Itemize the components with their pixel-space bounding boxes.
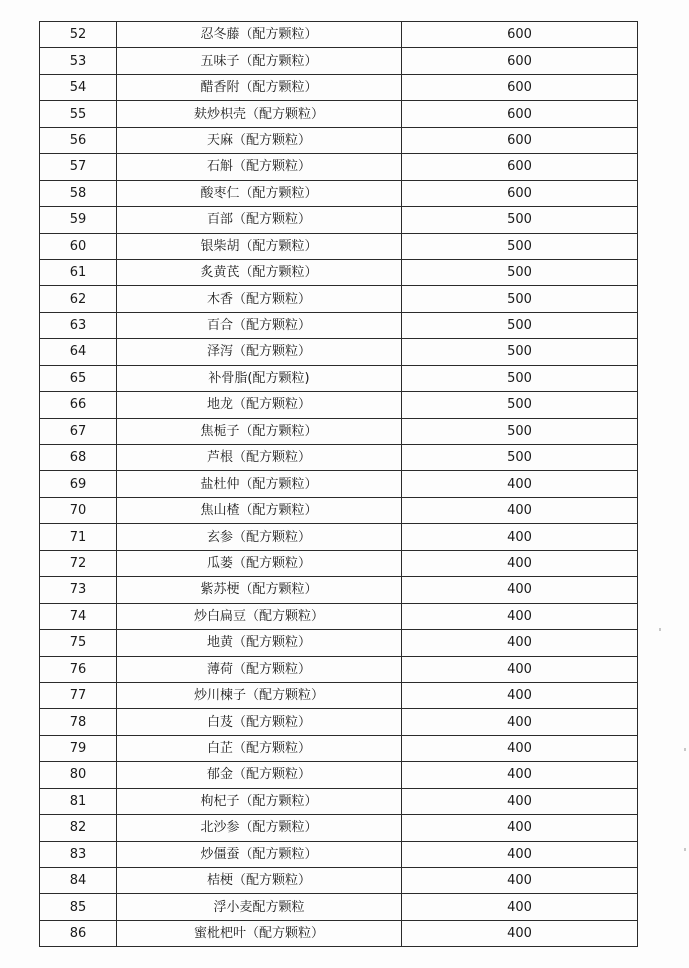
medicine-name-cell: 枸杞子（配方颗粒） [117, 788, 402, 814]
row-number-cell: 57 [40, 154, 117, 180]
quantity-cell: 500 [402, 312, 638, 338]
table-row [40, 180, 638, 206]
row-number-cell: 74 [40, 603, 117, 629]
table-row [40, 630, 638, 656]
medicine-name-cell: 白芷（配方颗粒） [117, 735, 402, 761]
row-number-cell: 71 [40, 524, 117, 550]
quantity-cell: 600 [402, 180, 638, 206]
row-number-cell: 54 [40, 74, 117, 100]
table-row [40, 207, 638, 233]
quantity-cell: 600 [402, 154, 638, 180]
medicine-name-cell: 醋香附（配方颗粒） [117, 74, 402, 100]
medicine-name-cell: 薄荷（配方颗粒） [117, 656, 402, 682]
row-number-cell: 55 [40, 101, 117, 127]
table-row [40, 392, 638, 418]
table-row [40, 445, 638, 471]
quantity-cell: 600 [402, 22, 638, 48]
medicine-name-cell: 忍冬藤（配方颗粒） [117, 22, 402, 48]
table-row [40, 841, 638, 867]
table-row [40, 550, 638, 576]
quantity-cell: 500 [402, 418, 638, 444]
table-row [40, 815, 638, 841]
row-number-cell: 64 [40, 339, 117, 365]
scan-speck [684, 848, 686, 851]
quantity-cell: 400 [402, 603, 638, 629]
row-number-cell: 68 [40, 445, 117, 471]
table-row [40, 868, 638, 894]
quantity-cell: 500 [402, 259, 638, 285]
row-number-cell: 86 [40, 920, 117, 946]
table-row [40, 894, 638, 920]
quantity-cell: 500 [402, 365, 638, 391]
medicine-name-cell: 玄参（配方颗粒） [117, 524, 402, 550]
row-number-cell: 82 [40, 815, 117, 841]
medicine-name-cell: 紫苏梗（配方颗粒） [117, 577, 402, 603]
medicine-name-cell: 蜜枇杷叶（配方颗粒） [117, 920, 402, 946]
table-row [40, 656, 638, 682]
medicine-name-cell: 郁金（配方颗粒） [117, 762, 402, 788]
medicine-name-cell: 白芨（配方颗粒） [117, 709, 402, 735]
table-row [40, 577, 638, 603]
table-row [40, 709, 638, 735]
medicine-name-cell: 北沙参（配方颗粒） [117, 815, 402, 841]
medicine-name-cell: 泽泻（配方颗粒） [117, 339, 402, 365]
table-row [40, 788, 638, 814]
medicine-name-cell: 银柴胡（配方颗粒） [117, 233, 402, 259]
table-row [40, 735, 638, 761]
table-row [40, 682, 638, 708]
medicine-name-cell: 百合（配方颗粒） [117, 312, 402, 338]
quantity-cell: 500 [402, 445, 638, 471]
quantity-cell: 400 [402, 762, 638, 788]
quantity-cell: 400 [402, 630, 638, 656]
table-row [40, 418, 638, 444]
quantity-cell: 400 [402, 894, 638, 920]
table-row [40, 471, 638, 497]
quantity-cell: 400 [402, 735, 638, 761]
table-row [40, 312, 638, 338]
medicine-name-cell: 炒川楝子（配方颗粒） [117, 682, 402, 708]
row-number-cell: 70 [40, 497, 117, 523]
table-row [40, 920, 638, 946]
row-number-cell: 60 [40, 233, 117, 259]
row-number-cell: 61 [40, 259, 117, 285]
row-number-cell: 77 [40, 682, 117, 708]
medicine-name-cell: 瓜蒌（配方颗粒） [117, 550, 402, 576]
medicine-name-cell: 焦山楂（配方颗粒） [117, 497, 402, 523]
table-row [40, 154, 638, 180]
row-number-cell: 75 [40, 630, 117, 656]
table-row [40, 286, 638, 312]
table-row [40, 127, 638, 153]
medicine-name-cell: 焦栀子（配方颗粒） [117, 418, 402, 444]
quantity-cell: 400 [402, 709, 638, 735]
row-number-cell: 52 [40, 22, 117, 48]
medicine-name-cell: 芦根（配方颗粒） [117, 445, 402, 471]
quantity-cell: 600 [402, 127, 638, 153]
medicine-name-cell: 天麻（配方颗粒） [117, 127, 402, 153]
row-number-cell: 85 [40, 894, 117, 920]
medicine-name-cell: 桔梗（配方颗粒） [117, 868, 402, 894]
medicine-name-cell: 炒白扁豆（配方颗粒） [117, 603, 402, 629]
table-row [40, 339, 638, 365]
quantity-cell: 500 [402, 392, 638, 418]
table-row [40, 365, 638, 391]
row-number-cell: 81 [40, 788, 117, 814]
table-row [40, 101, 638, 127]
quantity-cell: 600 [402, 74, 638, 100]
row-number-cell: 63 [40, 312, 117, 338]
table-row [40, 524, 638, 550]
quantity-cell: 500 [402, 207, 638, 233]
medicine-name-cell: 五味子（配方颗粒） [117, 48, 402, 74]
medicine-name-cell: 补骨脂(配方颗粒) [117, 365, 402, 391]
quantity-cell: 500 [402, 233, 638, 259]
quantity-cell: 400 [402, 497, 638, 523]
medicine-name-cell: 木香（配方颗粒） [117, 286, 402, 312]
quantity-cell: 600 [402, 48, 638, 74]
scan-speck [684, 748, 686, 751]
row-number-cell: 66 [40, 392, 117, 418]
row-number-cell: 53 [40, 48, 117, 74]
table-body [40, 22, 638, 947]
medicine-name-cell: 百部（配方颗粒） [117, 207, 402, 233]
medicine-name-cell: 炒僵蚕（配方颗粒） [117, 841, 402, 867]
medicine-name-cell: 浮小麦配方颗粒 [117, 894, 402, 920]
row-number-cell: 69 [40, 471, 117, 497]
row-number-cell: 73 [40, 577, 117, 603]
row-number-cell: 58 [40, 180, 117, 206]
row-number-cell: 78 [40, 709, 117, 735]
row-number-cell: 72 [40, 550, 117, 576]
quantity-cell: 400 [402, 550, 638, 576]
row-number-cell: 56 [40, 127, 117, 153]
table-row [40, 22, 638, 48]
medicine-name-cell: 酸枣仁（配方颗粒） [117, 180, 402, 206]
table-row [40, 603, 638, 629]
quantity-cell: 400 [402, 682, 638, 708]
row-number-cell: 80 [40, 762, 117, 788]
table-row [40, 259, 638, 285]
row-number-cell: 76 [40, 656, 117, 682]
quantity-cell: 500 [402, 286, 638, 312]
row-number-cell: 79 [40, 735, 117, 761]
table-row [40, 762, 638, 788]
quantity-cell: 400 [402, 788, 638, 814]
quantity-cell: 600 [402, 101, 638, 127]
quantity-cell: 400 [402, 524, 638, 550]
row-number-cell: 84 [40, 868, 117, 894]
medicine-name-cell: 地龙（配方颗粒） [117, 392, 402, 418]
medicine-name-cell: 盐杜仲（配方颗粒） [117, 471, 402, 497]
row-number-cell: 67 [40, 418, 117, 444]
table-row [40, 74, 638, 100]
quantity-cell: 500 [402, 339, 638, 365]
table-row [40, 233, 638, 259]
table-row [40, 497, 638, 523]
medicine-name-cell: 石斛（配方颗粒） [117, 154, 402, 180]
row-number-cell: 59 [40, 207, 117, 233]
row-number-cell: 62 [40, 286, 117, 312]
quantity-cell: 400 [402, 656, 638, 682]
quantity-cell: 400 [402, 841, 638, 867]
medicine-name-cell: 地黄（配方颗粒） [117, 630, 402, 656]
scan-speck [659, 628, 661, 631]
table-row [40, 48, 638, 74]
quantity-cell: 400 [402, 868, 638, 894]
quantity-cell: 400 [402, 815, 638, 841]
row-number-cell: 65 [40, 365, 117, 391]
medicine-name-cell: 麸炒枳壳（配方颗粒） [117, 101, 402, 127]
quantity-cell: 400 [402, 471, 638, 497]
quantity-cell: 400 [402, 577, 638, 603]
medicine-table [39, 21, 638, 947]
quantity-cell: 400 [402, 920, 638, 946]
medicine-name-cell: 炙黄芪（配方颗粒） [117, 259, 402, 285]
row-number-cell: 83 [40, 841, 117, 867]
